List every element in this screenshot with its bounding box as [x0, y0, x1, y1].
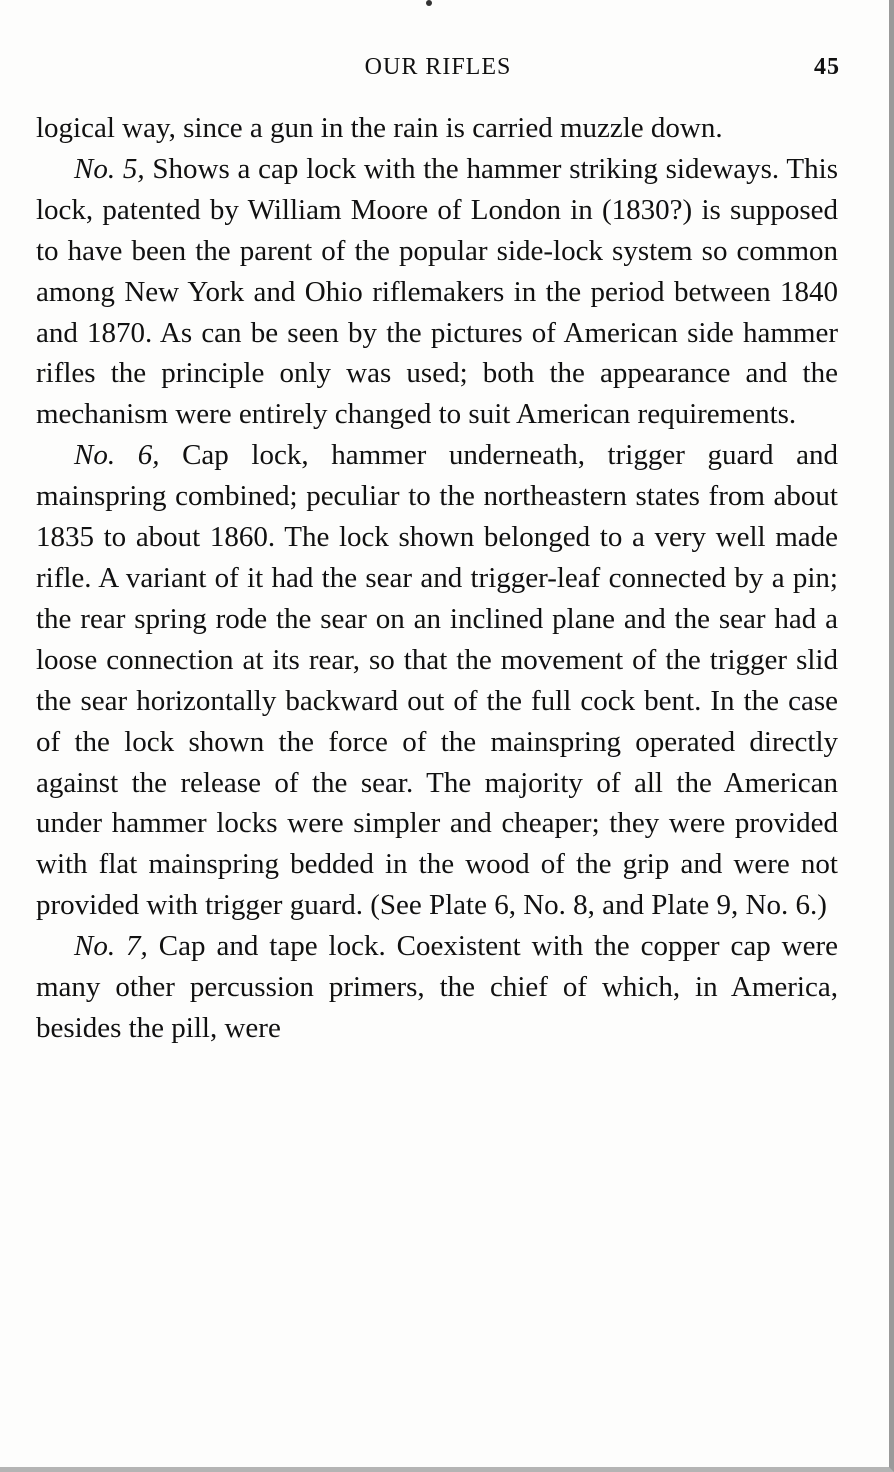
- page-number: 45: [814, 54, 840, 80]
- paragraph-text: logical way, since a gun in the rain is carried muzzle down.: [36, 112, 723, 144]
- page-header: [36, 50, 840, 90]
- paragraph-text: Shows a cap lock with the hammer striking sideways. This lock, patented by William Moore of London in (1830?) is supposed to have been the parent of the popular side-lock system so common among New York and Ohio riflemakers in the period between 1840 and 1870. As can be seen by the pictures of American side hammer rifles the principle only was used; both the appearance and the mechanism were entirely changed to suit American requirements.: [36, 152, 838, 431]
- body-text: [36, 108, 838, 1049]
- item-number: No. 6,: [74, 439, 160, 472]
- paragraph-text: Cap lock, hammer underneath, trigger guard and mainspring combined; peculiar to the northeastern states from about 1835 to about 1860. The lock shown belonged to a very well made rifle. A variant of it had the sear and trigger-leaf connected by a pin; the rear spring rode the sear on an inclined plane and the sear had a loose connection at its rear, so that the movement of the trigger slid the sear horizontally backward out of the full cock bent. In the case of the lock shown the force of the mainspring operated directly against the release of the sear. The majority of all the American under hammer locks were simpler and cheaper; they were provided with flat mainspring bedded in the wood of the grip and were not provided with trigger guard. (See Plate 6, No. 8, and Plate 9, No. 6.): [36, 439, 839, 922]
- paragraph-no-5: [36, 149, 838, 435]
- paragraph-text: Cap and tape lock. Coexistent with the copper cap were many other percussion primers, the chief of which, in America, besides the pill, were: [36, 930, 838, 1044]
- paragraph-no-6: [36, 435, 838, 926]
- paragraph-continuation: [36, 108, 838, 149]
- running-title: OUR RIFLES: [364, 54, 512, 80]
- item-number: No. 7,: [74, 930, 148, 963]
- ink-speck: [426, 0, 432, 6]
- item-number: No. 5,: [74, 152, 145, 185]
- paragraph-no-7: [36, 926, 838, 1049]
